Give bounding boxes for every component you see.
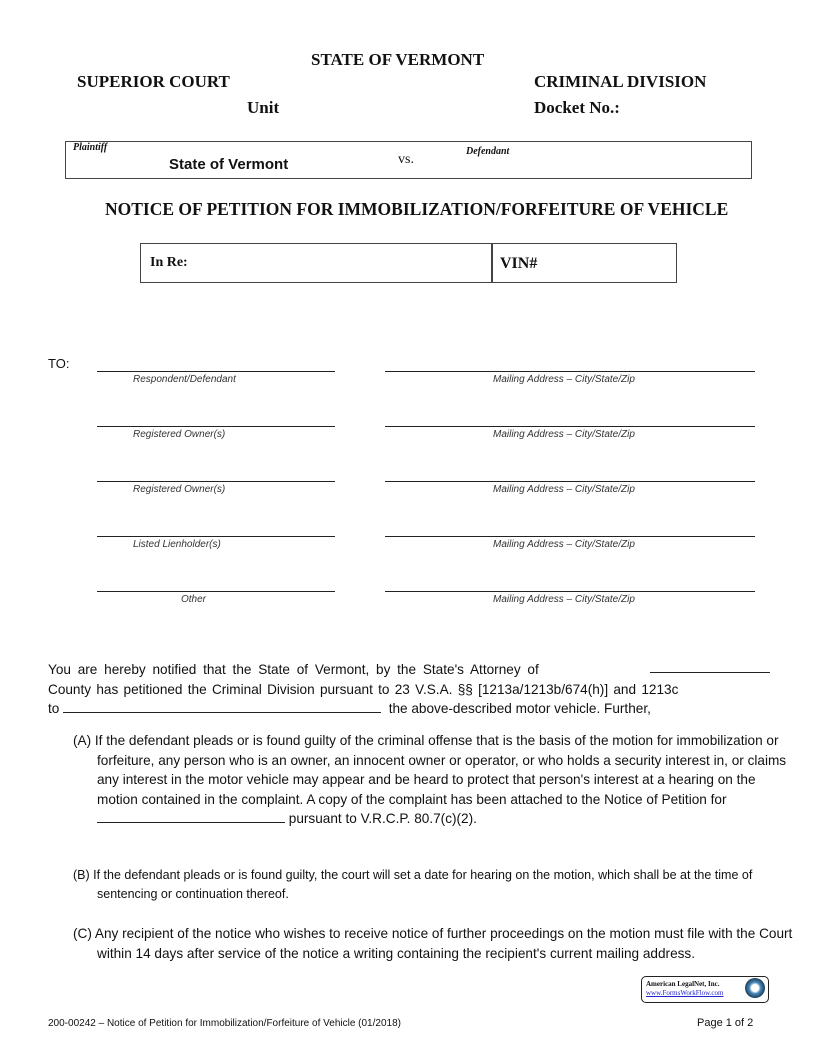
- recipient-address-line[interactable]: [385, 426, 755, 427]
- body-line-3-start: to: [48, 701, 60, 716]
- body-line-2: County has petitioned the Criminal Division pursuant to 23 V.S.A. §§ [1213a/1213b/674(h)] and 1213c: [48, 681, 679, 697]
- notice-paragraph: [48, 660, 770, 719]
- recipient-address-line[interactable]: [385, 481, 755, 482]
- division-heading: CRIMINAL DIVISION: [534, 72, 707, 91]
- recipient-role-label: Registered Owner(s): [133, 429, 226, 440]
- state-heading: STATE OF VERMONT: [311, 50, 485, 69]
- caption-box: [65, 141, 752, 179]
- item-c: (C) Any recipient of the notice who wishes to receive notice of further proceedings on the motion must file with the Court within 14 days after service of the notice a writing containing the recipient's current mailing address.: [73, 926, 793, 961]
- county-blank[interactable]: [650, 660, 770, 673]
- recipient-address-line[interactable]: [385, 536, 755, 537]
- defendant-label: Defendant: [466, 146, 510, 157]
- address-label: Mailing Address – City/State/Zip: [493, 484, 635, 495]
- recipient-role-label: Listed Lienholder(s): [133, 539, 221, 550]
- legalnet-logo: [641, 976, 769, 1003]
- petition-for-blank[interactable]: [97, 810, 285, 823]
- address-label: Mailing Address – City/State/Zip: [493, 594, 635, 605]
- address-label: Mailing Address – City/State/Zip: [493, 539, 635, 550]
- logo-url[interactable]: www.FormsWorkFlow.com: [646, 989, 724, 997]
- recipient-address-line[interactable]: [385, 591, 755, 592]
- to-label: TO:: [48, 356, 70, 371]
- in-re-label: In Re:: [150, 255, 188, 270]
- page-number: Page 1 of 2: [697, 1017, 754, 1029]
- recipient-role-label: Other: [181, 594, 207, 605]
- globe-icon: [745, 978, 765, 998]
- unit-label: Unit: [247, 98, 280, 117]
- vin-label: VIN#: [500, 255, 538, 272]
- item-a-text: (A) If the defendant pleads or is found guilty of the criminal offense that is the basis of the motion for immobilization or forfeiture, any person who is an owner, an innocent owner or operator, or who holds a security interest in, or claims any interest in the motor vehicle may appear and be heard to protect that person's interest at a hearing on the motion contained in the complaint. A copy of the complaint has been attached to the Notice of Petition for: [73, 733, 787, 807]
- item-b: (B) If the defendant pleads or is found guilty, the court will set a date for hearing on the motion, which shall be at the time of sentencing or continuation thereof.: [73, 868, 753, 901]
- plaintiff-name: State of Vermont: [169, 156, 289, 173]
- address-label: Mailing Address – City/State/Zip: [493, 374, 635, 385]
- court-heading: SUPERIOR COURT: [77, 72, 230, 91]
- recipient-name-line[interactable]: [97, 536, 335, 537]
- recipient-name-line[interactable]: [97, 481, 335, 482]
- document-title: NOTICE OF PETITION FOR IMMOBILIZATION/FORFEITURE OF VEHICLE: [105, 199, 729, 219]
- action-blank[interactable]: [63, 700, 381, 713]
- logo-name: American LegalNet, Inc.: [646, 980, 720, 988]
- recipient-name-line[interactable]: [97, 371, 335, 372]
- item-a-end: pursuant to V.R.C.P. 80.7(c)(2).: [288, 811, 477, 826]
- address-label: Mailing Address – City/State/Zip: [493, 429, 635, 440]
- recipient-role-label: Registered Owner(s): [133, 484, 226, 495]
- body-line-1: You are hereby notified that the State of Vermont, by the State's Attorney of: [48, 662, 539, 677]
- recipient-address-line[interactable]: [385, 371, 755, 372]
- recipient-name-line[interactable]: [97, 591, 335, 592]
- recipient-name-line[interactable]: [97, 426, 335, 427]
- in-re-box: [140, 243, 677, 283]
- vs-label: vs.: [398, 152, 414, 167]
- recipient-role-label: Respondent/Defendant: [133, 374, 236, 385]
- plaintiff-label: Plaintiff: [73, 142, 108, 153]
- docket-label: Docket No.:: [534, 98, 620, 117]
- body-line-3-end: the above-described motor vehicle. Further,: [388, 701, 651, 716]
- item-a: [73, 731, 794, 829]
- form-number: 200-00242 – Notice of Petition for Immobilization/Forfeiture of Vehicle (01/2018): [48, 1018, 401, 1029]
